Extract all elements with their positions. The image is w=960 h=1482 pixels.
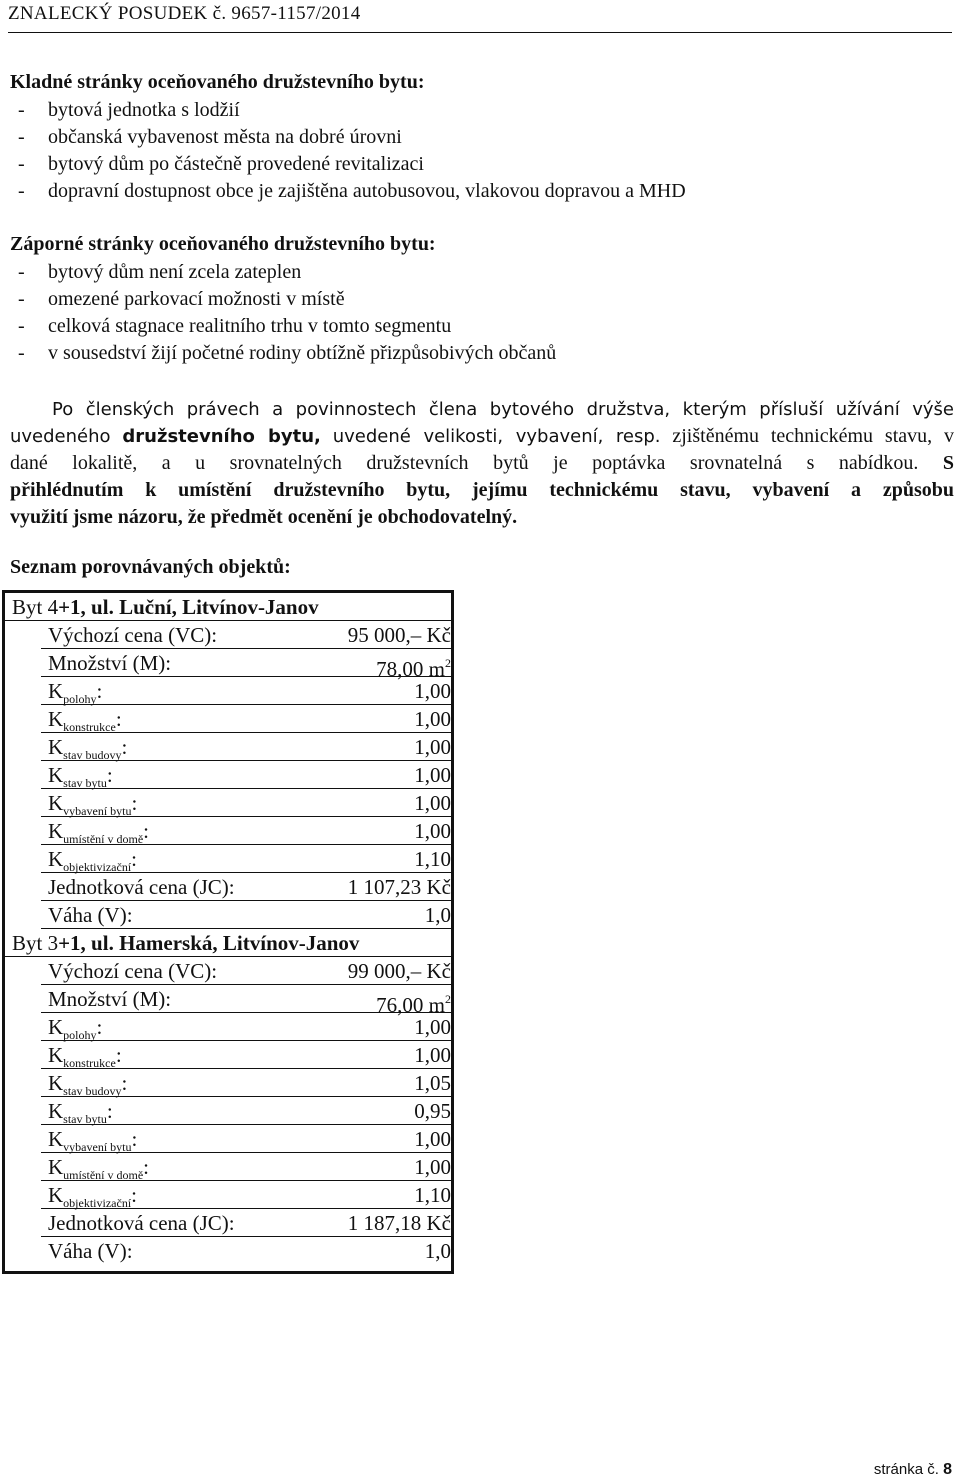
paragraph-line-4: přihlédnutím k umístění družstevního bytu, jejímu technickému stavu, vybavení a způsobu (10, 479, 954, 501)
table-row: $K_{objektivizační}$: 1,10 (5, 845, 451, 873)
positives-list (10, 97, 686, 205)
negatives-list (10, 259, 556, 367)
table-row: Váha (V): 1,0 (48, 1239, 451, 1263)
table-row: $K_{konstrukce}$: 1,00 (5, 1041, 451, 1069)
list-item: - bytový dům po částečně provedené revitalizaci (18, 153, 424, 175)
table-row: Množství (M): 76,00 $m^2$ (5, 985, 451, 1013)
table-row: $K_{stav budovy}$: 1,00 (5, 733, 451, 761)
table-row: $K_{objektivizační}$: 1,10 (5, 1181, 451, 1209)
table-row: $K_{stav bytu}$: 1,00 (5, 761, 451, 789)
table-row: Jednotková cena (JC): 1 187,18 Kč (5, 1209, 451, 1237)
table-row: $K_{stav bytu}$: 0,95 (5, 1097, 451, 1125)
comparison-table (2, 590, 454, 1274)
table-row: Jednotková cena (JC): 1 107,23 Kč (5, 873, 451, 901)
header-rule (8, 32, 952, 33)
positives-title: Kladné stránky oceňovaného družstevního bytu: (10, 71, 425, 93)
list-item: - bytová jednotka s lodžií (18, 99, 240, 121)
list-item: - bytový dům není zcela zateplen (18, 261, 302, 283)
paragraph-line-1: Po členských právech a povinnostech člena bytového družstva, kterým přísluší užívání výše (52, 399, 954, 420)
table-row: $K_{polohy}$: 1,00 (5, 677, 451, 705)
document-header: ZNALECKÝ POSUDEK č. 9657-1157/2014 (8, 3, 361, 24)
paragraph-line-5: využití jsme názoru, že předmět ocenění je obchodovatelný. (10, 506, 518, 528)
table-row: $K_{vybavení bytu}$: 1,00 (5, 789, 451, 817)
object-2-title: Byt 3+1, ul. Hamerská, Litvínov-Janov (5, 929, 451, 957)
paragraph-line-2: uvedeného družstevního bytu, uvedené velikosti, vybavení, resp. zjištěnému technickému stavu, v (10, 425, 954, 447)
table-row: $K_{polohy}$: 1,00 (5, 1013, 451, 1041)
marketability-paragraph (10, 396, 954, 531)
page-number: stránka č. 8 (873, 1461, 952, 1478)
table-row: $K_{umístění v domě}$: 1,00 (5, 1153, 451, 1181)
table-row: $K_{stav budovy}$: 1,05 (5, 1069, 451, 1097)
comparison-list-title: Seznam porovnávaných objektů: (10, 556, 291, 578)
table-row: Váha (V): 1,0 (5, 901, 451, 929)
list-item: - v sousedství žijí početné rodiny obtížně přizpůsobivých občanů (18, 342, 557, 364)
table-row: Množství (M): 78,00 $m^2$ (5, 649, 451, 677)
table-row: Výchozí cena (VC): 99 000,– Kč (5, 957, 451, 985)
negatives-title: Záporné stránky oceňovaného družstevního bytu: (10, 233, 436, 255)
table-row: $K_{umístění v domě}$: 1,00 (5, 817, 451, 845)
list-item: - celková stagnace realitního trhu v tomto segmentu (18, 315, 452, 337)
list-item: - občanská vybavenost města na dobré úrovni (18, 126, 402, 148)
list-item: - omezené parkovací možnosti v místě (18, 288, 345, 310)
paragraph-line-3: dané lokalitě, a u srovnatelných družstevních bytů je poptávka srovnatelná s nabídkou. S (10, 452, 954, 474)
table-row: $K_{vybavení bytu}$: 1,00 (5, 1125, 451, 1153)
table-row: Výchozí cena (VC): 95 000,– Kč (5, 621, 451, 649)
object-1-title: Byt 4+1, ul. Luční, Litvínov-Janov (5, 593, 451, 621)
table-row: $K_{konstrukce}$: 1,00 (5, 705, 451, 733)
list-item: - dopravní dostupnost obce je zajištěna autobusovou, vlakovou dopravou a MHD (18, 180, 686, 202)
